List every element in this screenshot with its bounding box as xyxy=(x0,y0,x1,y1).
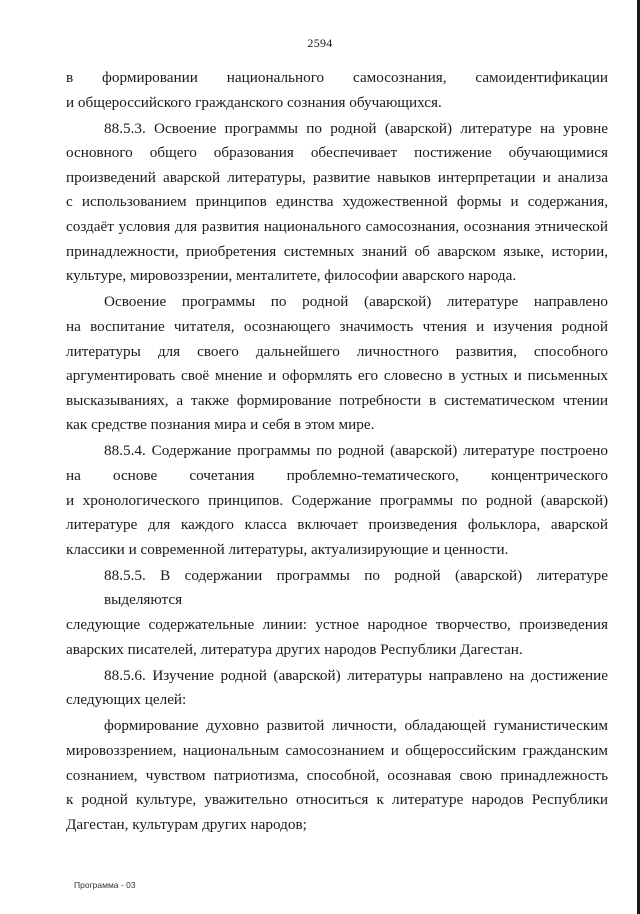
text-line: и хронологического принципов. Содержание программы по родной (аварской) xyxy=(66,491,608,509)
text-line: и общероссийского гражданского сознания обучающихся. xyxy=(66,93,442,111)
text-line: на воспитание читателя, осознающего значимость чтения и изучения родной xyxy=(66,317,608,335)
text-line: литературе для каждого класса включает произведения фольклора, аварской xyxy=(66,516,608,534)
text-line: как средстве познания мира и себя в этом мире. xyxy=(66,416,375,434)
text-line: 88.5.5. В содержании программы по родной (аварской) литературе выделяются xyxy=(104,566,608,609)
paragraph xyxy=(66,290,608,438)
text-line: 88.5.3. Освоение программы по родной (аварской) литературе на уровне xyxy=(104,119,608,137)
body-text xyxy=(66,66,608,839)
page-footer: Программа - 03 xyxy=(74,880,136,890)
text-line: высказываниях, а также формирование потребности в систематическом чтении xyxy=(66,391,608,409)
text-line: Дагестан, культурам других народов; xyxy=(66,815,307,833)
text-line: на основе сочетания проблемно-тематического, концентрического xyxy=(66,467,608,484)
text-line: основного общего образования обеспечивает постижение обучающимися xyxy=(66,144,608,162)
text-line: к родной культуре, уважительно относиться к литературе народов Республики xyxy=(66,791,608,809)
paragraph xyxy=(66,664,608,713)
text-line: принадлежности, приобретения системных знаний об аварском языке, истории, xyxy=(66,242,608,260)
text-line: следующие содержательные линии: устное народное творчество, произведения xyxy=(66,616,608,634)
text-line: произведений аварской литературы, развитие навыков интерпретации и анализа xyxy=(66,168,608,186)
text-line: Освоение программы по родной (аварской) литературе направлено xyxy=(104,293,608,311)
text-line: 88.5.6. Изучение родной (аварской) литературы направлено на достижение xyxy=(104,666,608,684)
page-number: 2594 xyxy=(307,36,333,50)
text-line: аварских писателей, литература других народов Республики Дагестан. xyxy=(66,640,523,658)
text-line: культуре, мировоззрении, менталитете, философии аварского народа. xyxy=(66,267,517,285)
text-line: сознанием, чувством патриотизма, способной, осознавая свою принадлежность xyxy=(66,766,608,784)
paragraph xyxy=(66,714,608,837)
text-line: литературы для своего дальнейшего личностного развития, способного xyxy=(66,342,608,360)
text-line: формирование духовно развитой личности, обладающей гуманистическим xyxy=(104,717,608,735)
text-line: с использованием принципов единства художественной формы и содержания, xyxy=(66,193,608,211)
text-line: аргументировать своё мнение и оформлять его словесно в устных и письменных xyxy=(66,367,608,385)
text-line: следующих целей: xyxy=(66,691,187,709)
text-line: 88.5.4. Содержание программы по родной (аварской) литературе построено xyxy=(104,442,608,460)
paragraph xyxy=(66,66,608,115)
text-line: создаёт условия для развития национального самосознания, осознания этнической xyxy=(66,218,608,236)
paragraph xyxy=(66,564,608,662)
paragraph xyxy=(66,117,608,289)
paragraph xyxy=(66,439,608,562)
text-line: в формировании национального самосознания, самоидентификации xyxy=(66,69,608,86)
text-line: классики и современной литературы, актуализирующие и ценности. xyxy=(66,540,509,558)
text-line: мировоззрением, национальным самосознанием и общероссийским гражданским xyxy=(66,742,608,760)
